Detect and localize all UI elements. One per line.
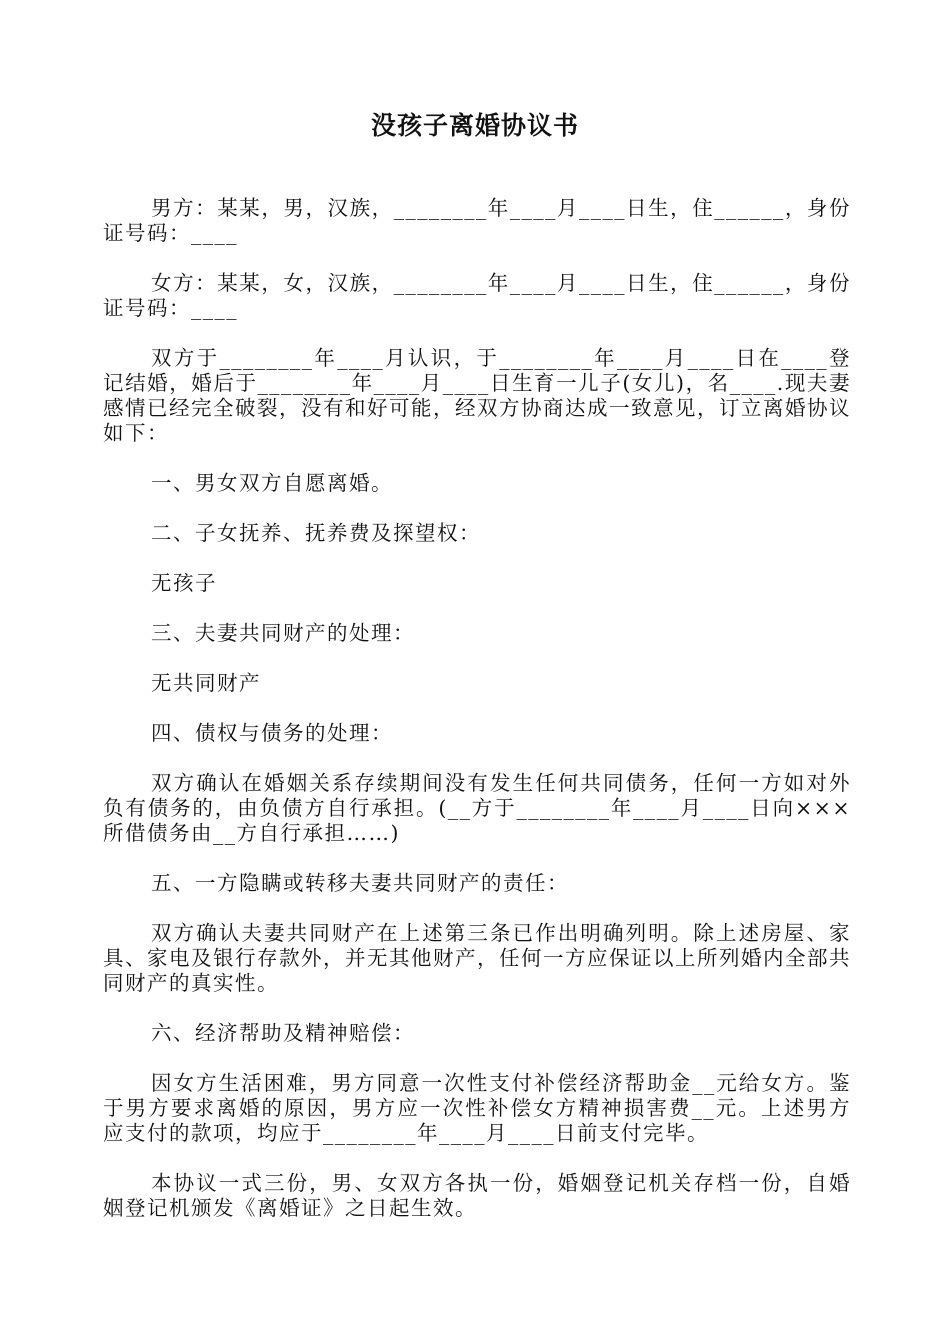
clause-5-heading: 五、一方隐瞒或转移夫妻共同财产的责任： <box>151 871 569 895</box>
clause-4-content: 双方确认在婚姻关系存续期间没有发生任何共同债务，任何一方如对外负有债务的，由负债方自行承担。(__方于________年____月____日向×××所借债务由__方自行承担……) <box>103 771 851 845</box>
document-title: 没孩子离婚协议书 <box>370 111 579 140</box>
document-body <box>103 196 851 1246</box>
paragraph-background: 双方于________年____月认识，于________年____月____日在____登记结婚，婚后于________年____月____日生育一儿子(女儿)，名____.现夫妻感情已经完全破裂，没有和好可能，经双方协商达成一致意见，订立离婚协议如下： <box>103 346 851 445</box>
clause-2-heading: 二、子女抚养、抚养费及探望权： <box>151 521 481 545</box>
clause-1-heading: 一、男女双方自愿离婚。 <box>151 471 393 495</box>
clause-6-content: 因女方生活困难，男方同意一次性支付补偿经济帮助金__元给女方。鉴于男方要求离婚的原因，男方应一次性补偿女方精神损害费__元。上述男方应支付的款项，均应于________年____月____日前支付完毕。 <box>103 1071 851 1145</box>
clause-4-heading: 四、债权与债务的处理： <box>151 721 393 745</box>
paragraph-husband-info: 男方：某某，男，汉族，________年____月____日生，住______，身份证号码：____ <box>103 196 851 245</box>
clause-6-heading: 六、经济帮助及精神赔偿： <box>151 1021 415 1045</box>
paragraph-effective-clause: 本协议一式三份，男、女双方各执一份，婚姻登记机关存档一份，自婚姻登记机颁发《离婚证》之日起生效。 <box>103 1171 851 1220</box>
clause-5-content: 双方确认夫妻共同财产在上述第三条已作出明确列明。除上述房屋、家具、家电及银行存款外，并无其他财产，任何一方应保证以上所列婚内全部共同财产的真实性。 <box>103 921 851 995</box>
clause-2-content: 无孩子 <box>151 571 217 595</box>
clause-3-content: 无共同财产 <box>151 671 261 695</box>
clause-3-heading: 三、夫妻共同财产的处理： <box>151 621 415 645</box>
paragraph-wife-info: 女方：某某，女，汉族，________年____月____日生，住______，身份证号码：____ <box>103 271 851 320</box>
